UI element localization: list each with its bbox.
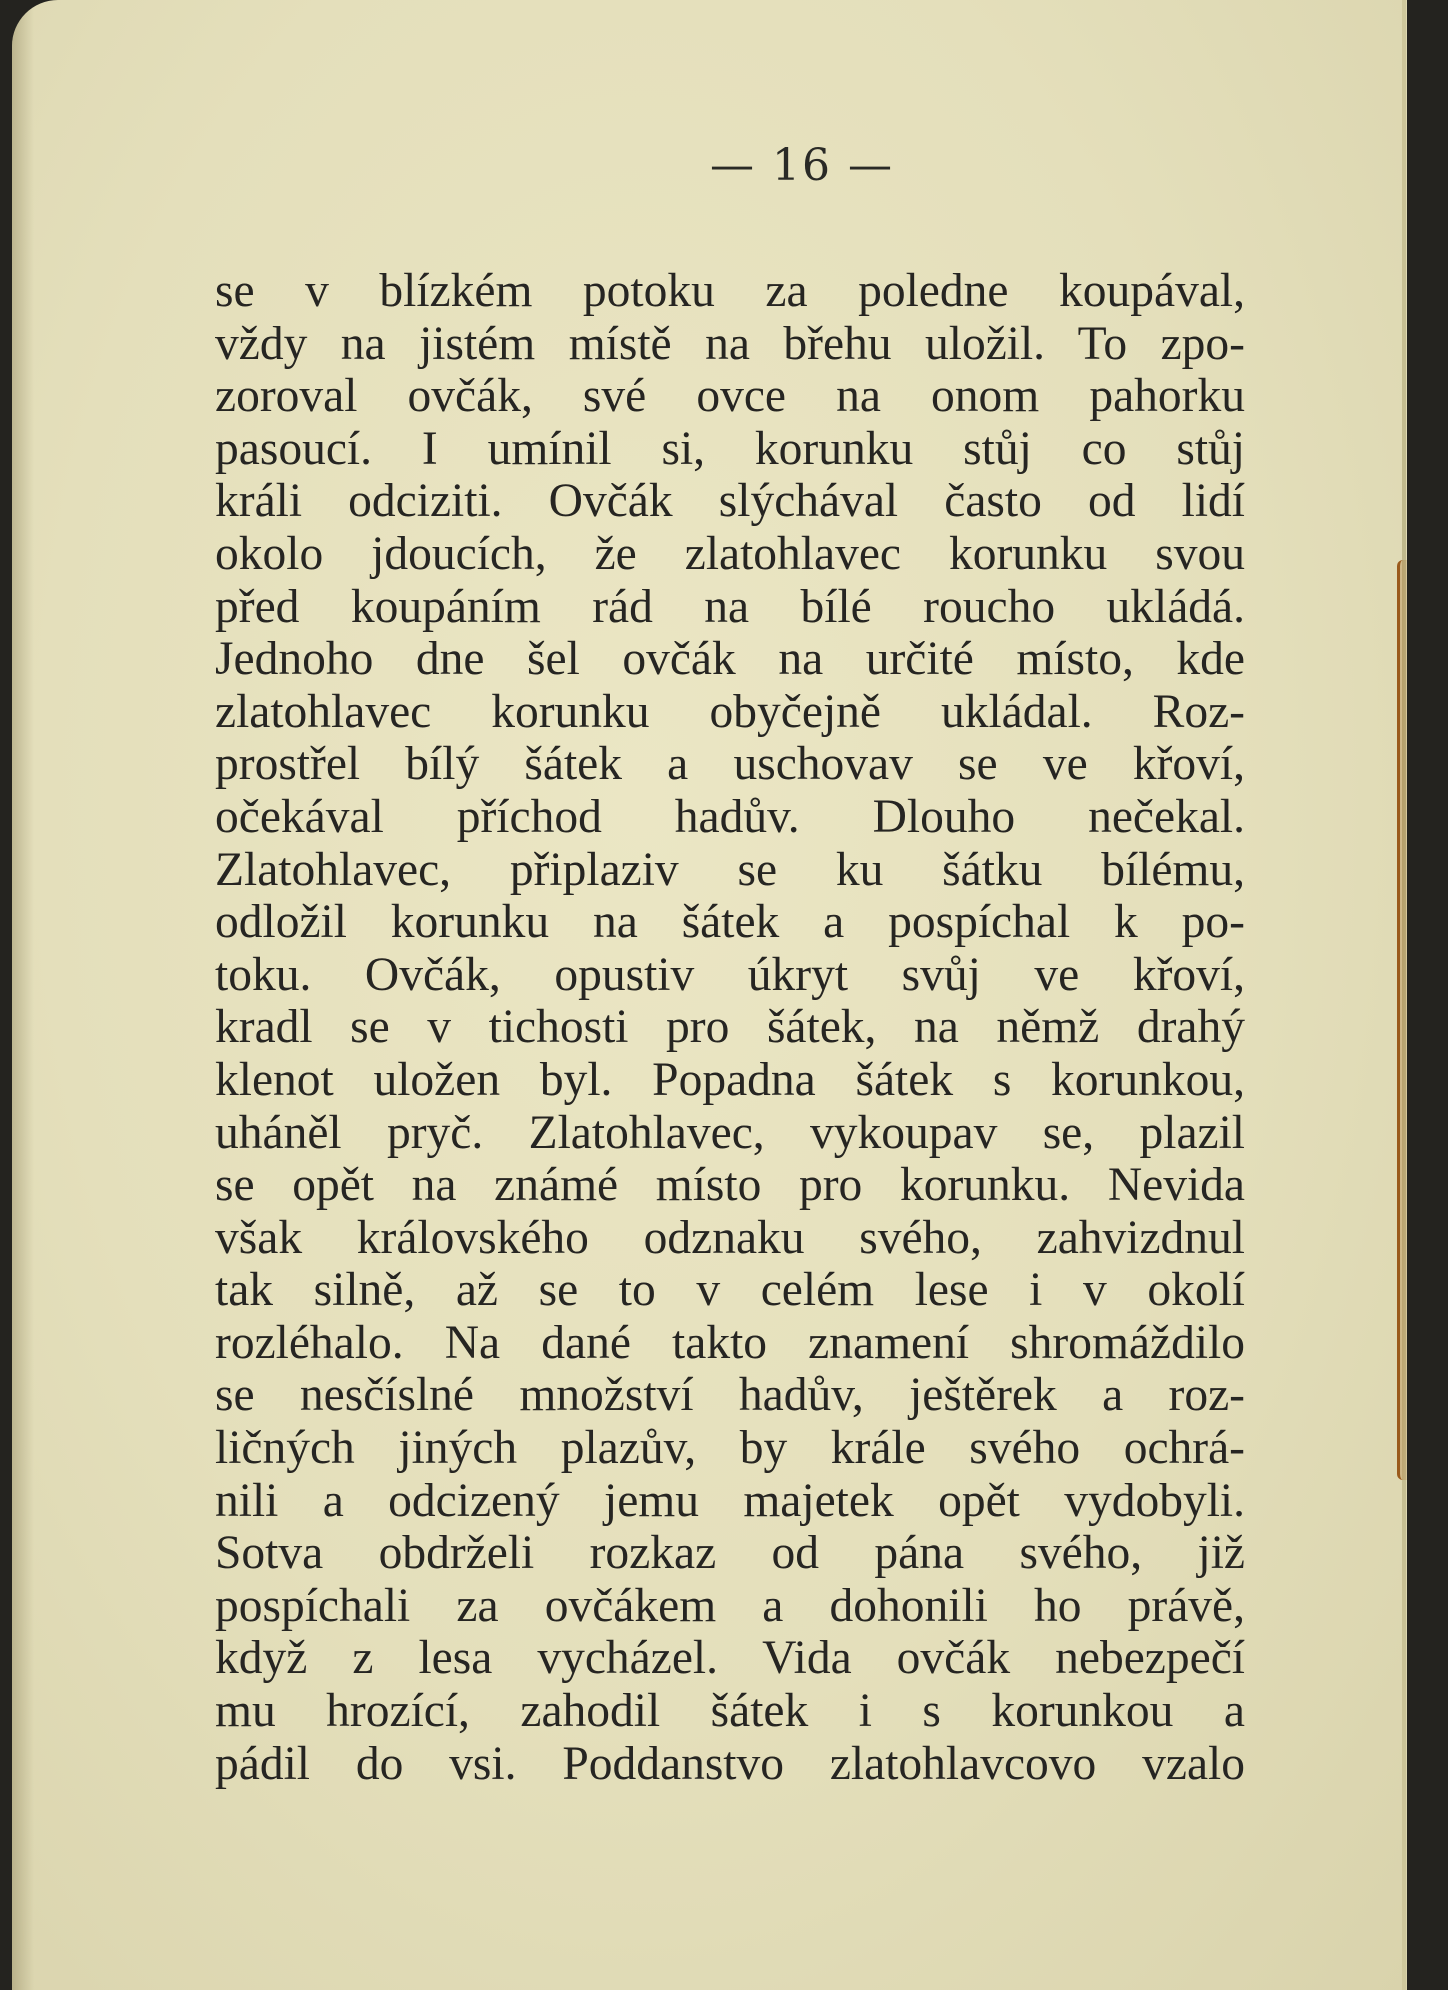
- text-line: uháněl pryč. Zlatohlavec, vykoupav se, plazil: [215, 1106, 1245, 1159]
- text-line: Sotva obdrželi rozkaz od pána svého, již: [215, 1527, 1245, 1580]
- text-line: okolo jdoucích, že zlatohlavec korunku svou: [215, 527, 1245, 580]
- text-line: pasoucí. I umínil si, korunku stůj co stůj: [215, 422, 1245, 475]
- page-number: — 16 —: [710, 140, 894, 191]
- text-line: zlatohlavec korunku obyčejně ukládal. Roz-: [215, 685, 1245, 738]
- text-line: kradl se v tichosti pro šátek, na němž drahý: [215, 1001, 1245, 1054]
- text-line: když z lesa vycházel. Vida ovčák nebezpečí: [215, 1632, 1245, 1685]
- text-line: pádil do vsi. Poddanstvo zlatohlavcovo vzalo: [215, 1737, 1245, 1790]
- text-line: klenot uložen byl. Popadna šátek s korunkou,: [215, 1053, 1245, 1106]
- text-line: se opět na známé místo pro korunku. Nevida: [215, 1159, 1245, 1212]
- text-line: nili a odcizený jemu majetek opět vydobyli.: [215, 1474, 1245, 1527]
- text-line: před koupáním rád na bílé roucho ukládá.: [215, 580, 1245, 633]
- text-line: rozléhalo. Na dané takto znamení shromáždilo: [215, 1316, 1245, 1369]
- text-line: však královského odznaku svého, zahvizdnul: [215, 1211, 1245, 1264]
- binding-thread: [1397, 560, 1407, 1480]
- body-text: [215, 265, 1245, 1790]
- text-line: Jednoho dne šel ovčák na určité místo, kde: [215, 633, 1245, 686]
- text-line: mu hrozící, zahodil šátek i s korunkou a: [215, 1685, 1245, 1738]
- book-page: [12, 0, 1407, 1990]
- text-line: odložil korunku na šátek a pospíchal k po-: [215, 896, 1245, 949]
- text-line: vždy na jistém místě na břehu uložil. To zpo-: [215, 317, 1245, 370]
- text-line: Zlatohlavec, připlaziv se ku šátku bílému,: [215, 843, 1245, 896]
- text-line: zoroval ovčák, své ovce na onom pahorku: [215, 370, 1245, 423]
- text-line: se v blízkém potoku za poledne koupával,: [215, 265, 1245, 317]
- text-line: očekával příchod hadův. Dlouho nečekal.: [215, 790, 1245, 843]
- text-line: prostřel bílý šátek a uschovav se ve křoví,: [215, 738, 1245, 791]
- text-line: tak silně, až se to v celém lese i v okolí: [215, 1264, 1245, 1317]
- text-line: toku. Ovčák, opustiv úkryt svůj ve křoví,: [215, 948, 1245, 1001]
- text-line: se nesčíslné množství hadův, ještěrek a roz-: [215, 1369, 1245, 1422]
- text-line: pospíchali za ovčákem a dohonili ho právě,: [215, 1579, 1245, 1632]
- text-line: králi odciziti. Ovčák slýchával často od lidí: [215, 475, 1245, 528]
- text-line: ličných jiných plazův, by krále svého ochrá-: [215, 1422, 1245, 1475]
